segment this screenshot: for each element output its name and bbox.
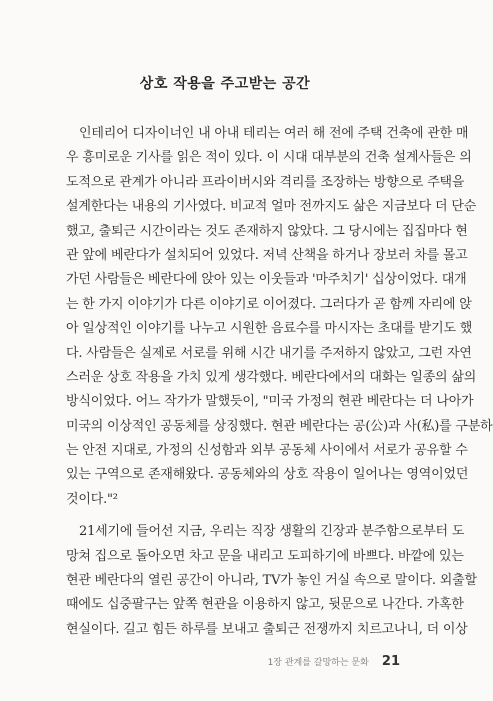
text-line: 스러운 상호 작용을 가치 있게 생각했다. 베란다에서의 대화는 일종의 삶의	[66, 369, 477, 385]
text-line: 는 안전 지대로, 가정의 신성함과 외부 공동체 사이에서 서로가 공유할 수	[66, 443, 468, 459]
text-line: 방식이었다. 어느 작가가 말했듯이, "미국 가정의 현관 베란다는 더 나아가	[66, 394, 474, 410]
text-line: 미국의 이상적인 공동체를 상징했다. 현관 베란다는 공(公)과 사(私)를 구분하	[66, 418, 493, 434]
text-line: 설계한다는 내용의 기사였다. 비교적 얼마 전까지도 삶은 지금보다 더 단순	[66, 199, 477, 215]
section-title: 상호 작용을 주고받는 공간	[139, 76, 311, 92]
text-line: 현관 베란다의 열린 공간이 아니라, TV가 놓인 거실 속으로 말이다. 외출할	[66, 573, 477, 589]
text-line: 가던 사람들은 베란다에 앉아 있는 이웃들과 '마주치기' 십상이었다. 대개	[66, 272, 467, 288]
text-line: 는 한 가지 이야기가 다른 이야기로 이어졌다. 그러다가 곧 함께 자리에 앉	[66, 296, 472, 312]
paragraph-gap	[66, 512, 402, 520]
text-line: 때에도 십중팔구는 앞쪽 현관을 이용하지 않고, 뒷문으로 나간다. 가혹한	[66, 597, 464, 613]
text-line: 인테리어 디자이너인 내 아내 테리는 여러 해 전에 주택 건축에 관한 매	[79, 126, 469, 141]
body-text	[66, 122, 493, 642]
running-footer-chapter: 1장 관계를 갈망하는 문화	[267, 658, 369, 668]
text-line: 아 일상적인 이야기를 나누고 시원한 음료수를 마시자는 초대를 받기도 했	[66, 321, 473, 337]
text-line: 망쳐 집으로 돌아오면 차고 문을 내리고 도피하기에 바쁘다. 바깥에 있는	[66, 548, 464, 564]
text-line: 다. 사람들은 실제로 서로를 위해 시간 내기를 주저하지 않았고, 그런 자연	[66, 345, 472, 361]
paragraph-2	[66, 520, 477, 642]
page-footer	[268, 651, 400, 670]
text-line: 도적으로 관계가 아니라 프라이버시와 격리를 조장하는 방향으로 주택을	[66, 174, 465, 190]
text-line: 우 흥미로운 기사를 읽은 적이 있다. 이 시대 대부분의 건축 설계사들은 의	[66, 150, 472, 166]
text-line: 것이다."²	[66, 491, 118, 507]
text-line: 관 앞에 베란다가 설치되어 있었다. 저녁 산책을 하거나 장보러 차를 몰고	[66, 247, 468, 263]
paragraph-1	[66, 122, 493, 512]
page-number: 21	[381, 654, 400, 669]
text-line: 했고, 출퇴근 시간이라는 것도 존재하지 않았다. 그 당시에는 집집마다 현	[66, 223, 468, 239]
text-line: 있는 구역으로 존재해왔다. 공동체와의 상호 작용이 일어나는 영역이었던	[66, 467, 469, 483]
text-line: 현실이다. 길고 힘든 하루를 보내고 출퇴근 전쟁까지 치르고나니, 더 이상	[66, 621, 468, 637]
text-line: 21세기에 들어선 지금, 우리는 직장 생활의 긴장과 분주함으로부터 도	[79, 524, 465, 540]
